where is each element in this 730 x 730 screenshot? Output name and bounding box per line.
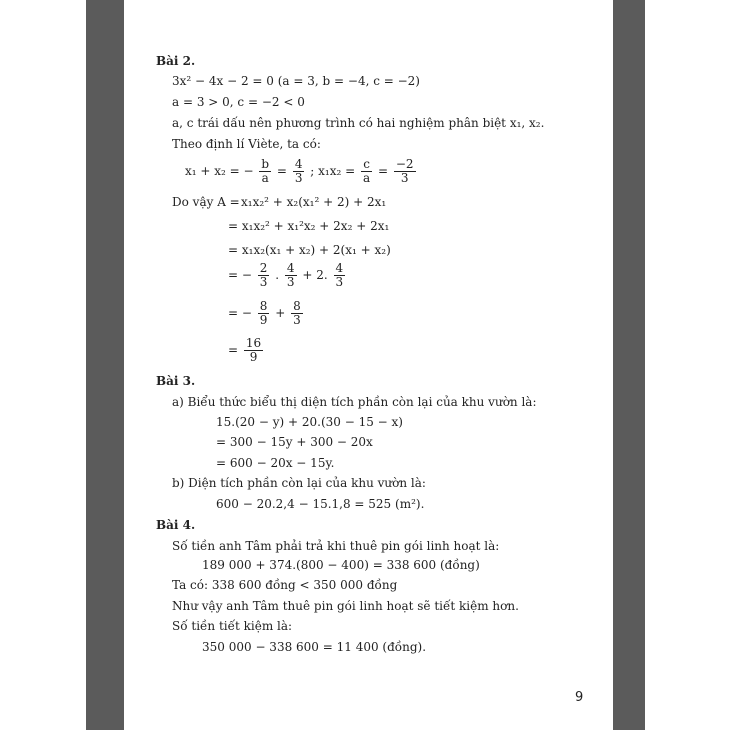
fraction-16-over-9: $\frac{16}{9}$ [245, 336, 262, 364]
fraction-4-over-3-b: $\frac{4}{3}$ [286, 261, 295, 289]
bai3-b-step1: 600 − 20.2,4 − 15.1,8 = 525 (m²). [216, 497, 425, 511]
bai2-step6: = $\frac{16}{9}$ [228, 336, 262, 364]
bai2-viete-intro: Theo định lí Viète, ta có: [172, 137, 321, 151]
bai2-step4: = − $\frac{2}{3}$ . $\frac{4}{3}$ + 2. $\frac{4}{3}$ [228, 261, 344, 289]
fraction-8-over-3: $\frac{8}{3}$ [293, 299, 301, 327]
fraction-minus2-over-3: $\frac{-2}{3}$ [395, 157, 414, 185]
bai2-reason: a, c trái dấu nên phương trình có hai nghiệm phân biệt x₁, x₂. [172, 116, 545, 130]
bai2-do-vay: Do vậy A = [172, 195, 240, 209]
bai4-line2: 189 000 + 374.(800 − 400) = 338 600 (đồng) [202, 558, 480, 572]
bai3-a-step3: = 600 − 20x − 15y. [216, 456, 335, 470]
bai3-b-intro: b) Diện tích phần còn lại của khu vườn là: [172, 476, 426, 490]
fraction-2-over-3: $\frac{2}{3}$ [259, 261, 268, 289]
right-page-border [613, 0, 645, 730]
bai2-step3: = x₁x₂(x₁ + x₂) + 2(x₁ + x₂) [228, 243, 391, 257]
bai2-viete-formula: x₁ + x₂ = − $\frac{b}{a}$ = $\frac{4}{3}$ ; x₁x₂ = $\frac{c}{a}$ = $\frac{-2}{3}$ [185, 157, 414, 185]
bai2-heading: Bài 2. [156, 54, 196, 68]
bai4-line6: 350 000 − 338 600 = 11 400 (đồng). [202, 640, 427, 654]
bai4-heading: Bài 4. [156, 518, 196, 532]
bai2-step1: x₁x₂² + x₂(x₁² + 2) + 2x₁ [241, 195, 387, 209]
fraction-c-over-a: $\frac{c}{a}$ [363, 157, 371, 185]
bai3-heading: Bài 3. [156, 374, 196, 388]
bai2-step5: = − $\frac{8}{9}$ + $\frac{8}{3}$ [228, 299, 301, 327]
bai4-line3: Ta có: 338 600 đồng < 350 000 đồng [172, 578, 398, 592]
bai2-equation: 3x² − 4x − 2 = 0 (a = 3, b = −4, c = −2) [172, 74, 420, 88]
bai4-line4: Như vậy anh Tâm thuê pin gói linh hoạt sẽ tiết kiệm hơn. [172, 599, 519, 613]
bai3-a-step2: = 300 − 15y + 300 − 20x [216, 435, 373, 449]
fraction-4-over-3-c: $\frac{4}{3}$ [335, 261, 344, 289]
fraction-8-over-9: $\frac{8}{9}$ [259, 299, 268, 327]
fraction-b-over-a: $\frac{b}{a}$ [261, 157, 270, 185]
bai2-step2: = x₁x₂² + x₁²x₂ + 2x₂ + 2x₁ [228, 219, 390, 233]
page-number: 9 [575, 690, 584, 705]
left-page-border [86, 0, 124, 730]
bai3-a-intro: a) Biểu thức biểu thị diện tích phần còn lại của khu vườn là: [172, 395, 537, 409]
bai4-line1: Số tiền anh Tâm phải trả khi thuê pin gói linh hoạt là: [172, 539, 500, 553]
bai3-a-step1: 15.(20 − y) + 20.(30 − 15 − x) [216, 415, 403, 429]
fraction-4-over-3: $\frac{4}{3}$ [294, 157, 303, 185]
bai2-condition: a = 3 > 0, c = −2 < 0 [172, 95, 305, 109]
viete-sum-lhs: x₁ + x₂ = − [185, 164, 254, 178]
bai4-line5: Số tiền tiết kiệm là: [172, 619, 293, 633]
